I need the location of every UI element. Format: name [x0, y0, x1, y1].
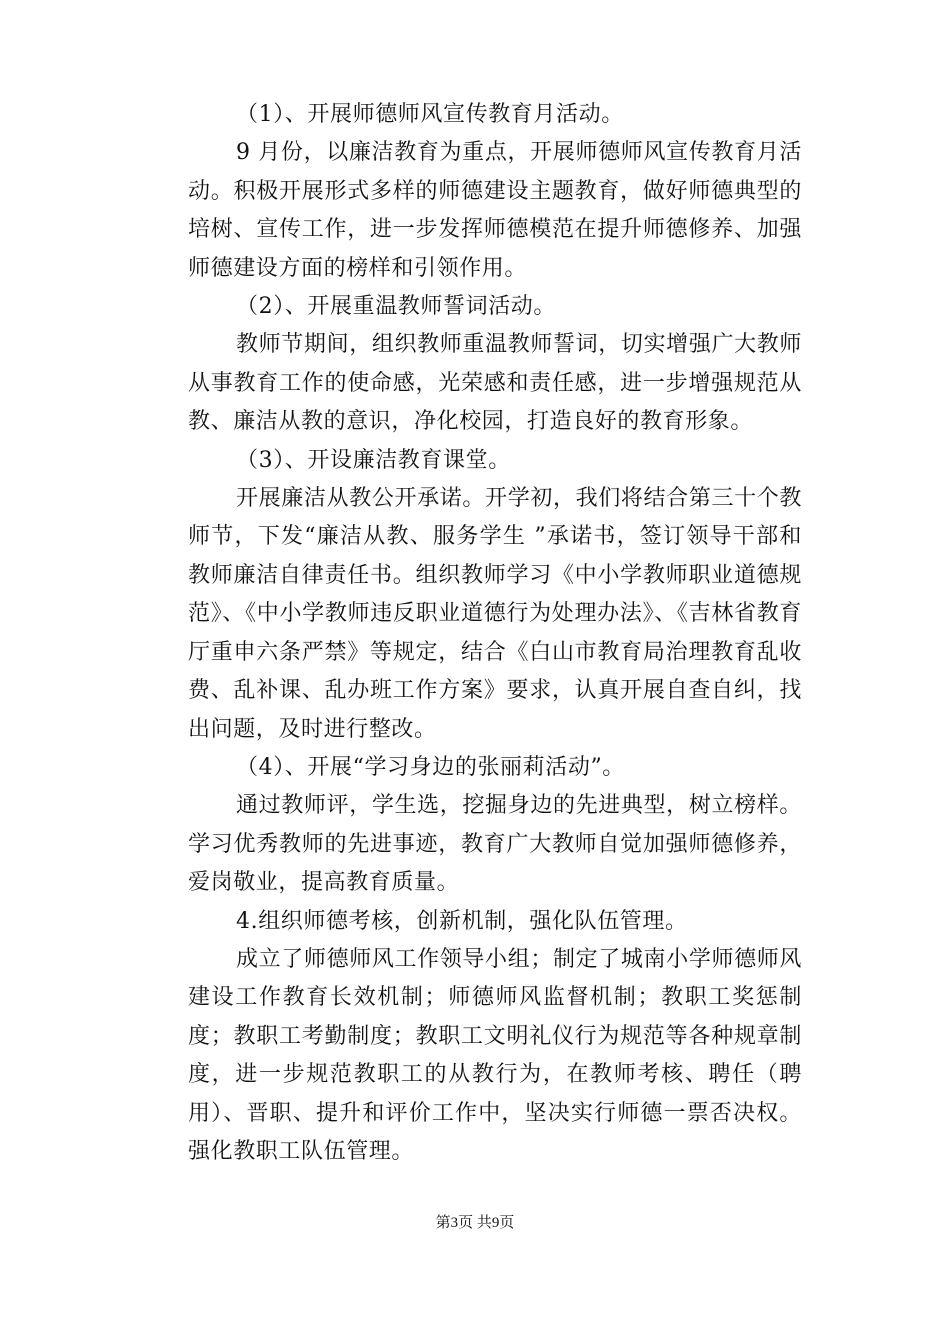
section-heading-1: （1）、开展师德师风宣传教育月活动。 [236, 102, 624, 127]
document-body [188, 96, 802, 1171]
paragraph-5: 成立了师德师风工作领导小组；制定了城南小学师德师风建设工作教育长效机制；师德师风监督机制；教职工奖惩制度；教职工考勤制度；教职工文明礼仪行为规范等各种规章制度，进一步规范教职工的从教行为，在教师考核、聘任（聘用）、晋职、提升和评价工作中，坚决实行师德一票否决权。强化教职工队伍管理。 [188, 946, 802, 1164]
section-heading-3: （3）、开设廉洁教育课堂。 [236, 447, 511, 473]
paragraph-4: 通过教师评，学生选，挖掘身边的先进典型，树立榜样。学习优秀教师的先进事迹，教育广大教师自觉加强师德修养，爱岗敬业，提高教育质量。 [188, 793, 802, 896]
paragraph-3: 开展廉洁从教公开承诺。开学初，我们将结合第三十个教师节，下发“廉洁从教、服务学生 ”承诺书，签订领导干部和教师廉洁自律责任书。组织教师学习《中小学教师职业道德规范》、《中小学教师违反职业道德行为处理办法》、《吉林省教育厅重申六条严禁》等规定，结合《白山市教育局治理教育乱收费、乱补课、乱办班工作方案》要求，认真开展自查自纠，找出问题，及时进行整改。 [188, 486, 802, 742]
section-heading-5: 4.组织师德考核，创新机制，强化队伍管理。 [236, 908, 688, 934]
paragraph-2: 教师节期间，组织教师重温教师誓词，切实增强广大教师从事教育工作的使命感，光荣感和责任感，进一步增强规范从教、廉洁从教的意识，净化校园，打造良好的教育形象。 [188, 332, 802, 435]
section-heading-4: （4）、开展“学习身边的张丽莉活动”。 [236, 754, 625, 780]
section-heading-2: （2）、开展重温教师誓词活动。 [236, 294, 556, 320]
paragraph-1: 9 月份，以廉洁教育为重点，开展师德师风宣传教育月活动。积极开展形式多样的师德建设主题教育，做好师德典型的培树、宣传工作，进一步发挥师德模范在提升师德修养、加强师德建设方面的榜样和引领作用。 [188, 140, 802, 281]
page-number-footer: 第3页 共9页 [435, 1215, 515, 1231]
